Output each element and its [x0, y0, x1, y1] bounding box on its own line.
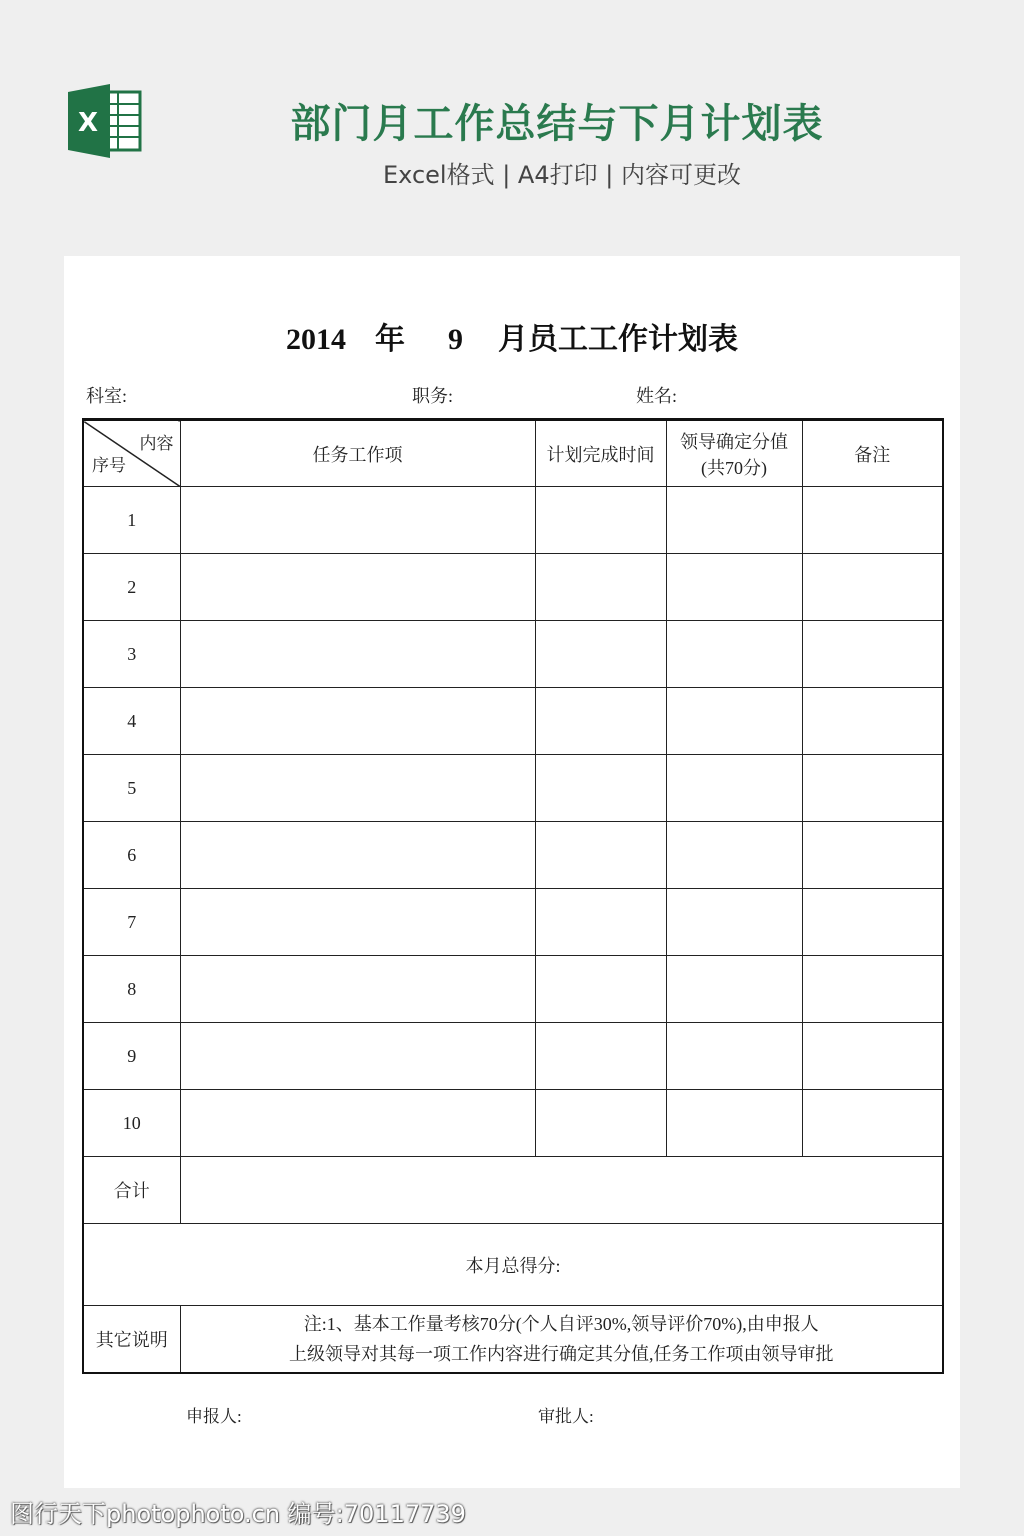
applicant-label: 申报人:: [186, 1407, 242, 1426]
title-month: 9: [448, 323, 463, 356]
score-cell[interactable]: [666, 1023, 802, 1090]
total-row: [83, 1157, 943, 1224]
remarks-cell[interactable]: [802, 1090, 943, 1157]
score-cell[interactable]: [666, 554, 802, 621]
table-row: [83, 1090, 943, 1157]
score-cell[interactable]: [666, 889, 802, 956]
other-notes-text: [180, 1306, 943, 1373]
task-cell[interactable]: [180, 1090, 535, 1157]
score-cell[interactable]: [666, 1090, 802, 1157]
table-row: [83, 487, 943, 554]
banner-subtitle: Excel格式 | A4打印 | 内容可更改: [383, 161, 741, 189]
plan-table: [82, 418, 944, 1374]
row-index: 5: [83, 755, 180, 822]
note-line-1: 注:1、基本工作量考核70分(个人自评30%,领导评价70%),由申报人: [303, 1313, 819, 1334]
other-notes-row: [83, 1306, 943, 1373]
diag-content-label: 内容: [139, 434, 174, 453]
score-cell[interactable]: [666, 487, 802, 554]
task-cell[interactable]: [180, 1023, 535, 1090]
table-row: [83, 554, 943, 621]
task-cell[interactable]: [180, 621, 535, 688]
task-cell[interactable]: [180, 487, 535, 554]
diagonal-header-cell: [83, 420, 180, 487]
task-cell[interactable]: [180, 822, 535, 889]
remarks-cell[interactable]: [802, 956, 943, 1023]
remarks-cell[interactable]: [802, 487, 943, 554]
excel-logo-letter: X: [77, 108, 99, 138]
department-label: 科室:: [86, 386, 128, 406]
time-cell[interactable]: [535, 755, 666, 822]
score-header-line1: 领导确定分值: [680, 431, 788, 452]
time-cell[interactable]: [535, 822, 666, 889]
approver-label: 审批人:: [538, 1407, 594, 1426]
position-label: 职务:: [412, 386, 454, 406]
row-index: 4: [83, 688, 180, 755]
monthly-score-row: [83, 1224, 943, 1306]
row-index: 1: [83, 487, 180, 554]
other-notes-label: 其它说明: [83, 1306, 180, 1373]
note-line-2: 上级领导对其每一项工作内容进行确定其分值,任务工作项由领导审批: [289, 1343, 834, 1364]
remarks-cell[interactable]: [802, 621, 943, 688]
remarks-header: 备注: [802, 420, 943, 487]
document-title: [64, 314, 960, 358]
score-header-line2: (共70分): [701, 457, 767, 478]
header-row: [83, 420, 943, 487]
task-cell[interactable]: [180, 755, 535, 822]
table-row: [83, 688, 943, 755]
task-cell[interactable]: [180, 688, 535, 755]
monthly-score-label: 本月总得分:: [83, 1224, 943, 1306]
table-row: [83, 1023, 943, 1090]
row-index: 10: [83, 1090, 180, 1157]
diag-index-label: 序号: [92, 456, 126, 475]
row-index: 8: [83, 956, 180, 1023]
document-sheet: [64, 256, 960, 1488]
remarks-cell[interactable]: [802, 554, 943, 621]
score-cell[interactable]: [666, 755, 802, 822]
title-year-unit: 年: [375, 323, 405, 356]
row-index: 2: [83, 554, 180, 621]
watermark-text: 图行天下photophoto.cn 编号:70117739: [10, 1500, 466, 1528]
task-cell[interactable]: [180, 554, 535, 621]
time-cell[interactable]: [535, 889, 666, 956]
task-header: 任务工作项: [180, 420, 535, 487]
task-cell[interactable]: [180, 956, 535, 1023]
remarks-cell[interactable]: [802, 822, 943, 889]
remarks-cell[interactable]: [802, 889, 943, 956]
time-cell[interactable]: [535, 621, 666, 688]
score-cell[interactable]: [666, 688, 802, 755]
row-index: 9: [83, 1023, 180, 1090]
name-label: 姓名:: [636, 386, 678, 406]
table-row: [83, 956, 943, 1023]
score-cell[interactable]: [666, 621, 802, 688]
remarks-cell[interactable]: [802, 688, 943, 755]
table-row: [83, 822, 943, 889]
time-cell[interactable]: [535, 554, 666, 621]
score-header: [666, 420, 802, 487]
time-cell[interactable]: [535, 1023, 666, 1090]
total-label: 合计: [83, 1157, 180, 1224]
row-index: 3: [83, 621, 180, 688]
title-year: 2014: [286, 323, 346, 356]
score-cell[interactable]: [666, 822, 802, 889]
score-cell[interactable]: [666, 956, 802, 1023]
table-row: [83, 755, 943, 822]
task-cell[interactable]: [180, 889, 535, 956]
time-cell[interactable]: [535, 1090, 666, 1157]
time-cell[interactable]: [535, 487, 666, 554]
remarks-cell[interactable]: [802, 755, 943, 822]
total-value-cell[interactable]: [180, 1157, 943, 1224]
time-cell[interactable]: [535, 688, 666, 755]
remarks-cell[interactable]: [802, 1023, 943, 1090]
title-rest: 月员工工作计划表: [498, 323, 738, 356]
time-cell[interactable]: [535, 956, 666, 1023]
table-row: [83, 621, 943, 688]
banner-title: 部门月工作总结与下月计划表: [290, 101, 824, 147]
row-index: 7: [83, 889, 180, 956]
table-row: [83, 889, 943, 956]
planned-time-header: 计划完成时间: [535, 420, 666, 487]
row-index: 6: [83, 822, 180, 889]
